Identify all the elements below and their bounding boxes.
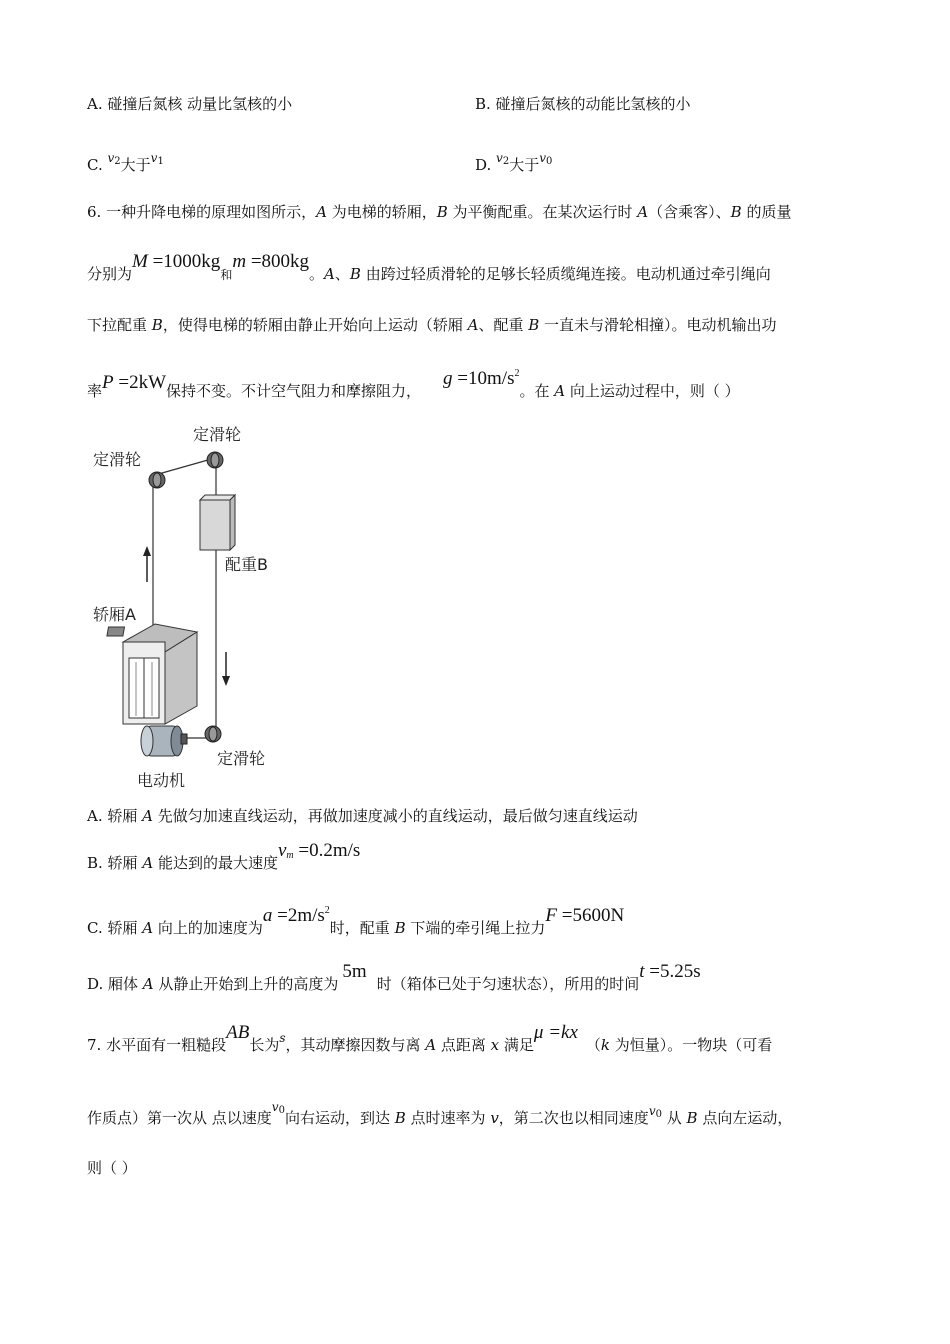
q7-stem-line2: 作质点）第一次从 点以速度$^{v0}$向右运动，到达 B 点时速率为 v，第二次也以相同速度$^{v0}$ 从 B 点向左运动， <box>87 1100 793 1127</box>
q5-option-b: B. 碰撞后氮核的动能比氢核的小 <box>475 95 691 113</box>
rope-top <box>155 458 215 475</box>
arrow-down-icon <box>222 652 230 686</box>
motor <box>141 726 187 756</box>
q6-stem-line3: 下拉配重 B，使得电梯的轿厢由静止开始向上运动（轿厢 A、配重 B 一直未与滑轮相撞）。电动机输出功 <box>87 316 777 334</box>
q6-stem-line4: 率P =2kW保持不变。不计空气阻力和摩擦阻力，$g =10m/s^2$。在 A 向上运动过程中，则（ ） <box>87 368 740 400</box>
label-motor: 电动机 <box>137 771 186 790</box>
elevator-diagram <box>85 420 305 795</box>
pulley-bottom <box>205 726 221 742</box>
q6-option-b: B. 轿厢 A 能达到的最大速度$v_m =0.2m/s$ <box>87 840 361 872</box>
label-car: 轿厢A <box>93 605 136 624</box>
q5-option-a: A. 碰撞后氮核 动量比氢核的小 <box>87 95 293 113</box>
label-pulley-left: 定滑轮 <box>93 450 142 469</box>
elevator-car <box>107 624 197 724</box>
arrow-up-icon <box>143 546 151 582</box>
label-pulley-top: 定滑轮 <box>193 425 242 444</box>
label-counterweight: 配重B <box>225 555 268 574</box>
counterweight-block <box>200 495 235 550</box>
q7-stem-line1: 7. 水平面有一粗糙段AB长为$^s$，其动摩擦因数与离 A 点距离 x 满足μ =kx（k 为恒量）。一物块（可看 <box>87 1022 773 1054</box>
q6-option-c: C. 轿厢 A 向上的加速度为$a =2m/s^2$时，配重 B 下端的牵引绳上拉力F =5600N <box>87 905 625 937</box>
pulley-left <box>149 472 165 488</box>
q5-option-d: D. $^{v2}$大于$^{v0}$ <box>475 151 553 174</box>
pulley-top <box>207 452 223 468</box>
q6-stem-line2: 分别为M =1000kg和m =800kg。A、B 由跨过轻质滑轮的足够长轻质缆绳连接。电动机通过牵引绳向 <box>87 251 771 283</box>
q6-stem-line1: 6. 一种升降电梯的原理如图所示，A 为电梯的轿厢，B 为平衡配重。在某次运行时 A（含乘客）、B 的质量 <box>87 203 792 221</box>
label-pulley-bottom: 定滑轮 <box>217 749 266 768</box>
q6-option-a: A. 轿厢 A 先做匀加速直线运动，再做加速度减小的直线运动，最后做匀速直线运动 <box>87 807 638 825</box>
q7-stem-line3: 则（ ） <box>87 1159 137 1177</box>
q6-option-d: D. 厢体 A 从静止开始到上升的高度为5m时（箱体已处于匀速状态），所用的时间t =5.25s <box>87 961 701 993</box>
q5-option-c: C. $^{v2}$大于$^{v1}$ <box>87 151 164 174</box>
